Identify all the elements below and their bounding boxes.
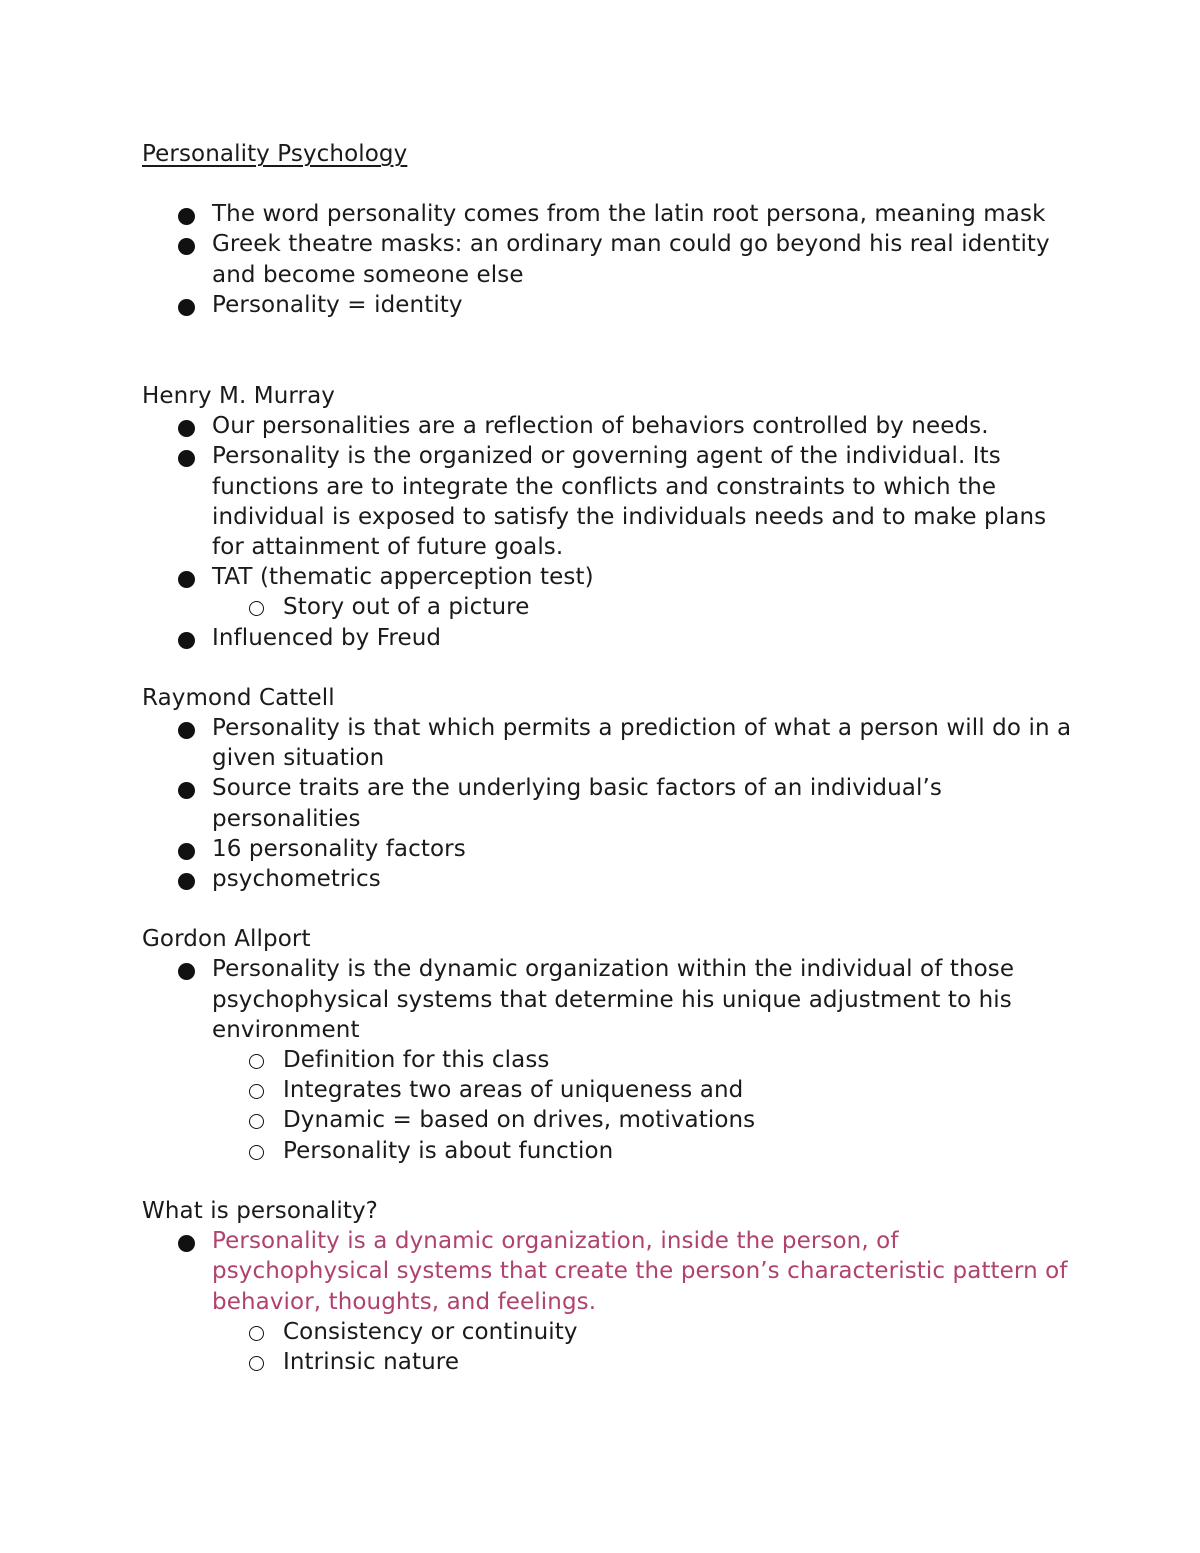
spacer — [142, 653, 1072, 683]
list-item: Greek theatre masks: an ordinary man could go beyond his real identity and become someone else — [142, 229, 1072, 289]
filled-bullet-icon — [178, 782, 195, 799]
sub-bullet-list — [212, 592, 1072, 622]
document-title: Personality Psychology — [142, 141, 408, 167]
filled-bullet-icon — [178, 450, 195, 467]
bullet-list-murray — [142, 411, 1072, 653]
spacer — [142, 320, 1072, 381]
section-heading: Henry M. Murray — [142, 383, 336, 410]
list-item: Source traits are the underlying basic factors of an individual’s personalities — [142, 773, 1072, 833]
filled-bullet-icon — [178, 963, 195, 980]
sub-list-item: Story out of a picture — [212, 592, 1072, 622]
sub-list-item: Consistency or continuity — [212, 1317, 1072, 1347]
hollow-bullet-icon — [249, 1326, 264, 1341]
filled-bullet-icon — [178, 571, 195, 588]
list-item: Personality is that which permits a prediction of what a person will do in a given situation — [142, 713, 1072, 773]
sub-list-item: Definition for this class — [212, 1045, 1072, 1075]
sub-list-item: Integrates two areas of uniqueness and — [212, 1075, 1072, 1105]
hollow-bullet-icon — [249, 1145, 264, 1160]
section-heading: Gordon Allport — [142, 926, 311, 953]
bullet-list-definition — [142, 1226, 1072, 1377]
section-heading: What is personality? — [142, 1197, 378, 1224]
list-item: Personality is the dynamic organization within the individual of those psychophysical systems that determine his unique adjustment to his environment Definition for this class Integrates two areas of uniqueness and Dynamic = based on drives, motivations Personality is about function — [142, 954, 1072, 1165]
filled-bullet-icon — [178, 873, 195, 890]
list-item: Our personalities are a reflection of behaviors controlled by needs. — [142, 411, 1072, 441]
sub-bullet-list — [212, 1317, 1072, 1377]
spacer — [142, 1166, 1072, 1196]
hollow-bullet-icon — [249, 1356, 264, 1371]
hollow-bullet-icon — [249, 601, 264, 616]
filled-bullet-icon — [178, 208, 195, 225]
bullet-list-allport — [142, 954, 1072, 1165]
spacer — [142, 894, 1072, 924]
sub-list-item: Dynamic = based on drives, motivations — [212, 1105, 1072, 1135]
sub-list-item: Personality is about function — [212, 1136, 1072, 1166]
filled-bullet-icon — [178, 722, 195, 739]
bullet-list-cattell — [142, 713, 1072, 894]
list-item: 16 personality factors — [142, 834, 1072, 864]
document-body — [142, 139, 1072, 1377]
hollow-bullet-icon — [249, 1114, 264, 1129]
list-item — [142, 1226, 1072, 1377]
list-item: Personality = identity — [142, 290, 1072, 320]
list-item: The word personality comes from the latin root persona, meaning mask — [142, 199, 1072, 229]
filled-bullet-icon — [178, 1235, 195, 1252]
highlighted-definition: Personality is a dynamic organization, inside the person, of psychophysical systems that create the person’s characteristic pattern of behavior, thoughts, and feelings. — [212, 1228, 1068, 1315]
filled-bullet-icon — [178, 238, 195, 255]
filled-bullet-icon — [178, 632, 195, 649]
section-heading: Raymond Cattell — [142, 684, 335, 711]
list-item: Personality is the organized or governing agent of the individual. Its functions are to integrate the conflicts and constraints to which the individual is exposed to satisfy the individuals needs and to make plans for attainment of future goals. — [142, 441, 1072, 562]
list-item: psychometrics — [142, 864, 1072, 894]
hollow-bullet-icon — [249, 1054, 264, 1069]
filled-bullet-icon — [178, 843, 195, 860]
filled-bullet-icon — [178, 299, 195, 316]
hollow-bullet-icon — [249, 1084, 264, 1099]
filled-bullet-icon — [178, 420, 195, 437]
sub-bullet-list — [212, 1045, 1072, 1166]
list-item: Influenced by Freud — [142, 623, 1072, 653]
bullet-list-intro — [142, 199, 1072, 320]
sub-list-item: Intrinsic nature — [212, 1347, 1072, 1377]
list-item: TAT (thematic apperception test) Story out of a picture — [142, 562, 1072, 622]
